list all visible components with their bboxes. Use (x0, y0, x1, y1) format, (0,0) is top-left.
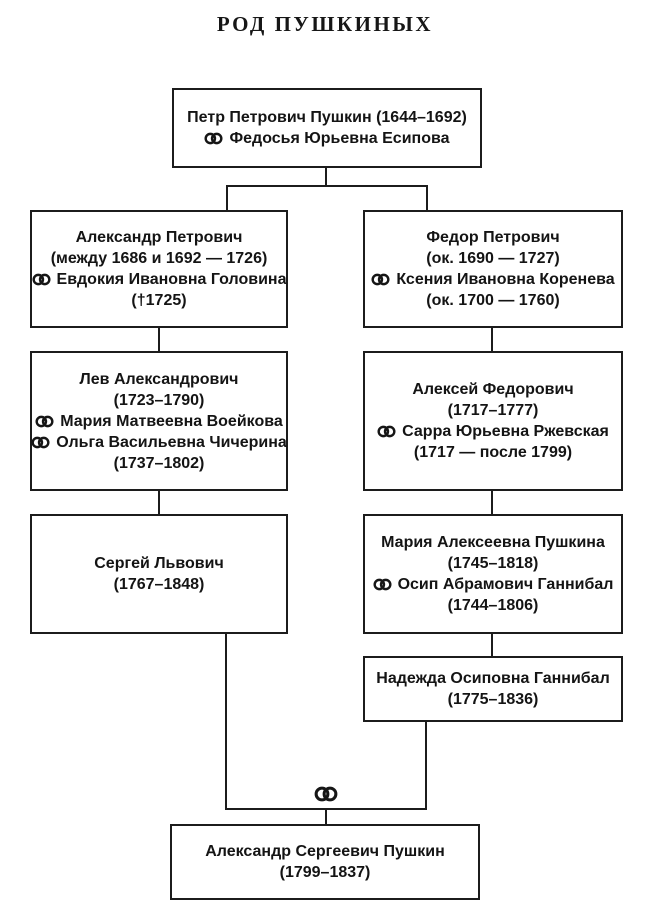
person-line (94, 553, 224, 574)
person-line (114, 453, 205, 474)
page-title: РОД ПУШКИНЫХ (216, 12, 434, 36)
person-line (412, 379, 573, 400)
person-line (205, 841, 445, 862)
line-text: (1799–1837) (279, 864, 371, 881)
person-line (114, 574, 205, 595)
line-text: Александр Петрович (75, 229, 243, 246)
line-text: Ольга Васильевна Чичерина (56, 433, 287, 451)
person-box-nadezhda-osipovna (363, 656, 623, 722)
line-text: (1745–1818) (447, 555, 539, 572)
line-text: (1717–1777) (447, 402, 539, 419)
line-text: (между 1686 и 1692 — 1726) (50, 250, 268, 267)
line-text: (ок. 1690 — 1727) (426, 250, 560, 267)
connector-top-stub (325, 167, 327, 187)
connector-fedor-aleksey (491, 326, 493, 353)
person-line (426, 227, 559, 248)
line-text: Евдокия Ивановна Головина (56, 271, 287, 288)
connector-top-split (226, 185, 428, 187)
person-box-aleksey-fedorovich (363, 351, 623, 491)
person-box-fedor-petrovich (363, 210, 623, 328)
person-line (414, 442, 572, 463)
line-text: (1775–1836) (447, 691, 539, 708)
line-text: Мария Матвеевна Воейкова (60, 412, 283, 430)
line-text: (1744–1806) (447, 597, 539, 614)
spouse-line (204, 128, 449, 149)
line-text: Сергей Львович (94, 555, 224, 572)
person-box-petr-petrovich-pushkin (172, 88, 482, 168)
connector-to-pushkin (325, 808, 327, 826)
line-text: Петр Петрович Пушкин (1644–1692) (187, 109, 467, 126)
marriage-rings-icon (371, 273, 390, 286)
person-line (131, 290, 186, 311)
person-line (448, 595, 539, 616)
person-line (76, 227, 243, 248)
marriage-rings-icon (31, 436, 50, 449)
spouse-line (35, 411, 283, 432)
connector-to-fedor (426, 185, 428, 211)
line-text: (†1725) (131, 292, 187, 309)
person-line (187, 107, 467, 128)
person-box-alexandr-petrovich (30, 210, 288, 328)
connector-maria-nadezhda (491, 632, 493, 658)
line-text: Александр Сергеевич Пушкин (205, 843, 445, 860)
spouse-line (377, 421, 609, 442)
line-text: Алексей Федорович (412, 381, 574, 398)
person-line (381, 532, 605, 553)
line-text: (1737–1802) (113, 454, 205, 472)
marriage-rings-icon (314, 786, 338, 802)
line-text: (1767–1848) (113, 576, 205, 593)
marriage-rings-icon (32, 273, 51, 286)
person-line (426, 290, 559, 311)
connector-to-alexandr (226, 185, 228, 211)
line-text: Федосья Юрьевна Есипова (229, 130, 450, 147)
connector-nadezhda-to-marriage (425, 721, 427, 810)
spouse-line (371, 269, 614, 290)
line-text: Ксения Ивановна Коренева (396, 271, 615, 288)
person-line (448, 400, 539, 421)
person-line (280, 862, 371, 883)
line-text: Надежда Осиповна Ганнибал (376, 670, 610, 687)
person-line (376, 668, 609, 689)
person-line (448, 689, 539, 710)
connector-lev-sergey (158, 489, 160, 516)
connector-sergey-to-marriage (225, 632, 227, 810)
line-text: Мария Алексеевна Пушкина (381, 534, 605, 551)
person-line (448, 553, 539, 574)
spouse-line (32, 269, 287, 290)
line-text: Лев Александрович (79, 370, 239, 388)
line-text: Осип Абрамович Ганнибал (397, 576, 614, 593)
person-box-sergey-lvovich (30, 514, 288, 634)
line-text: (ок. 1700 — 1760) (426, 292, 560, 309)
connector-aleksey-maria (491, 489, 493, 516)
marriage-rings-icon (204, 132, 223, 145)
marriage-rings-icon (35, 415, 54, 428)
spouse-line (31, 432, 287, 453)
line-text: (1723–1790) (113, 391, 205, 409)
spouse-line (373, 574, 614, 595)
marriage-rings-icon (377, 425, 396, 438)
person-line (426, 248, 559, 269)
person-box-lev-alexandrovich (30, 351, 288, 491)
connector-alexandr-lev (158, 326, 160, 353)
person-line (51, 248, 268, 269)
person-line (114, 390, 205, 411)
line-text: (1717 — после 1799) (413, 444, 573, 461)
line-text: Федор Петрович (426, 229, 560, 246)
line-text: Сарра Юрьевна Ржевская (402, 423, 609, 440)
person-box-maria-alekseevna (363, 514, 623, 634)
person-box-alexandr-sergeevich-pushkin (170, 824, 480, 900)
person-line (80, 369, 239, 390)
marriage-rings-icon (373, 578, 392, 591)
